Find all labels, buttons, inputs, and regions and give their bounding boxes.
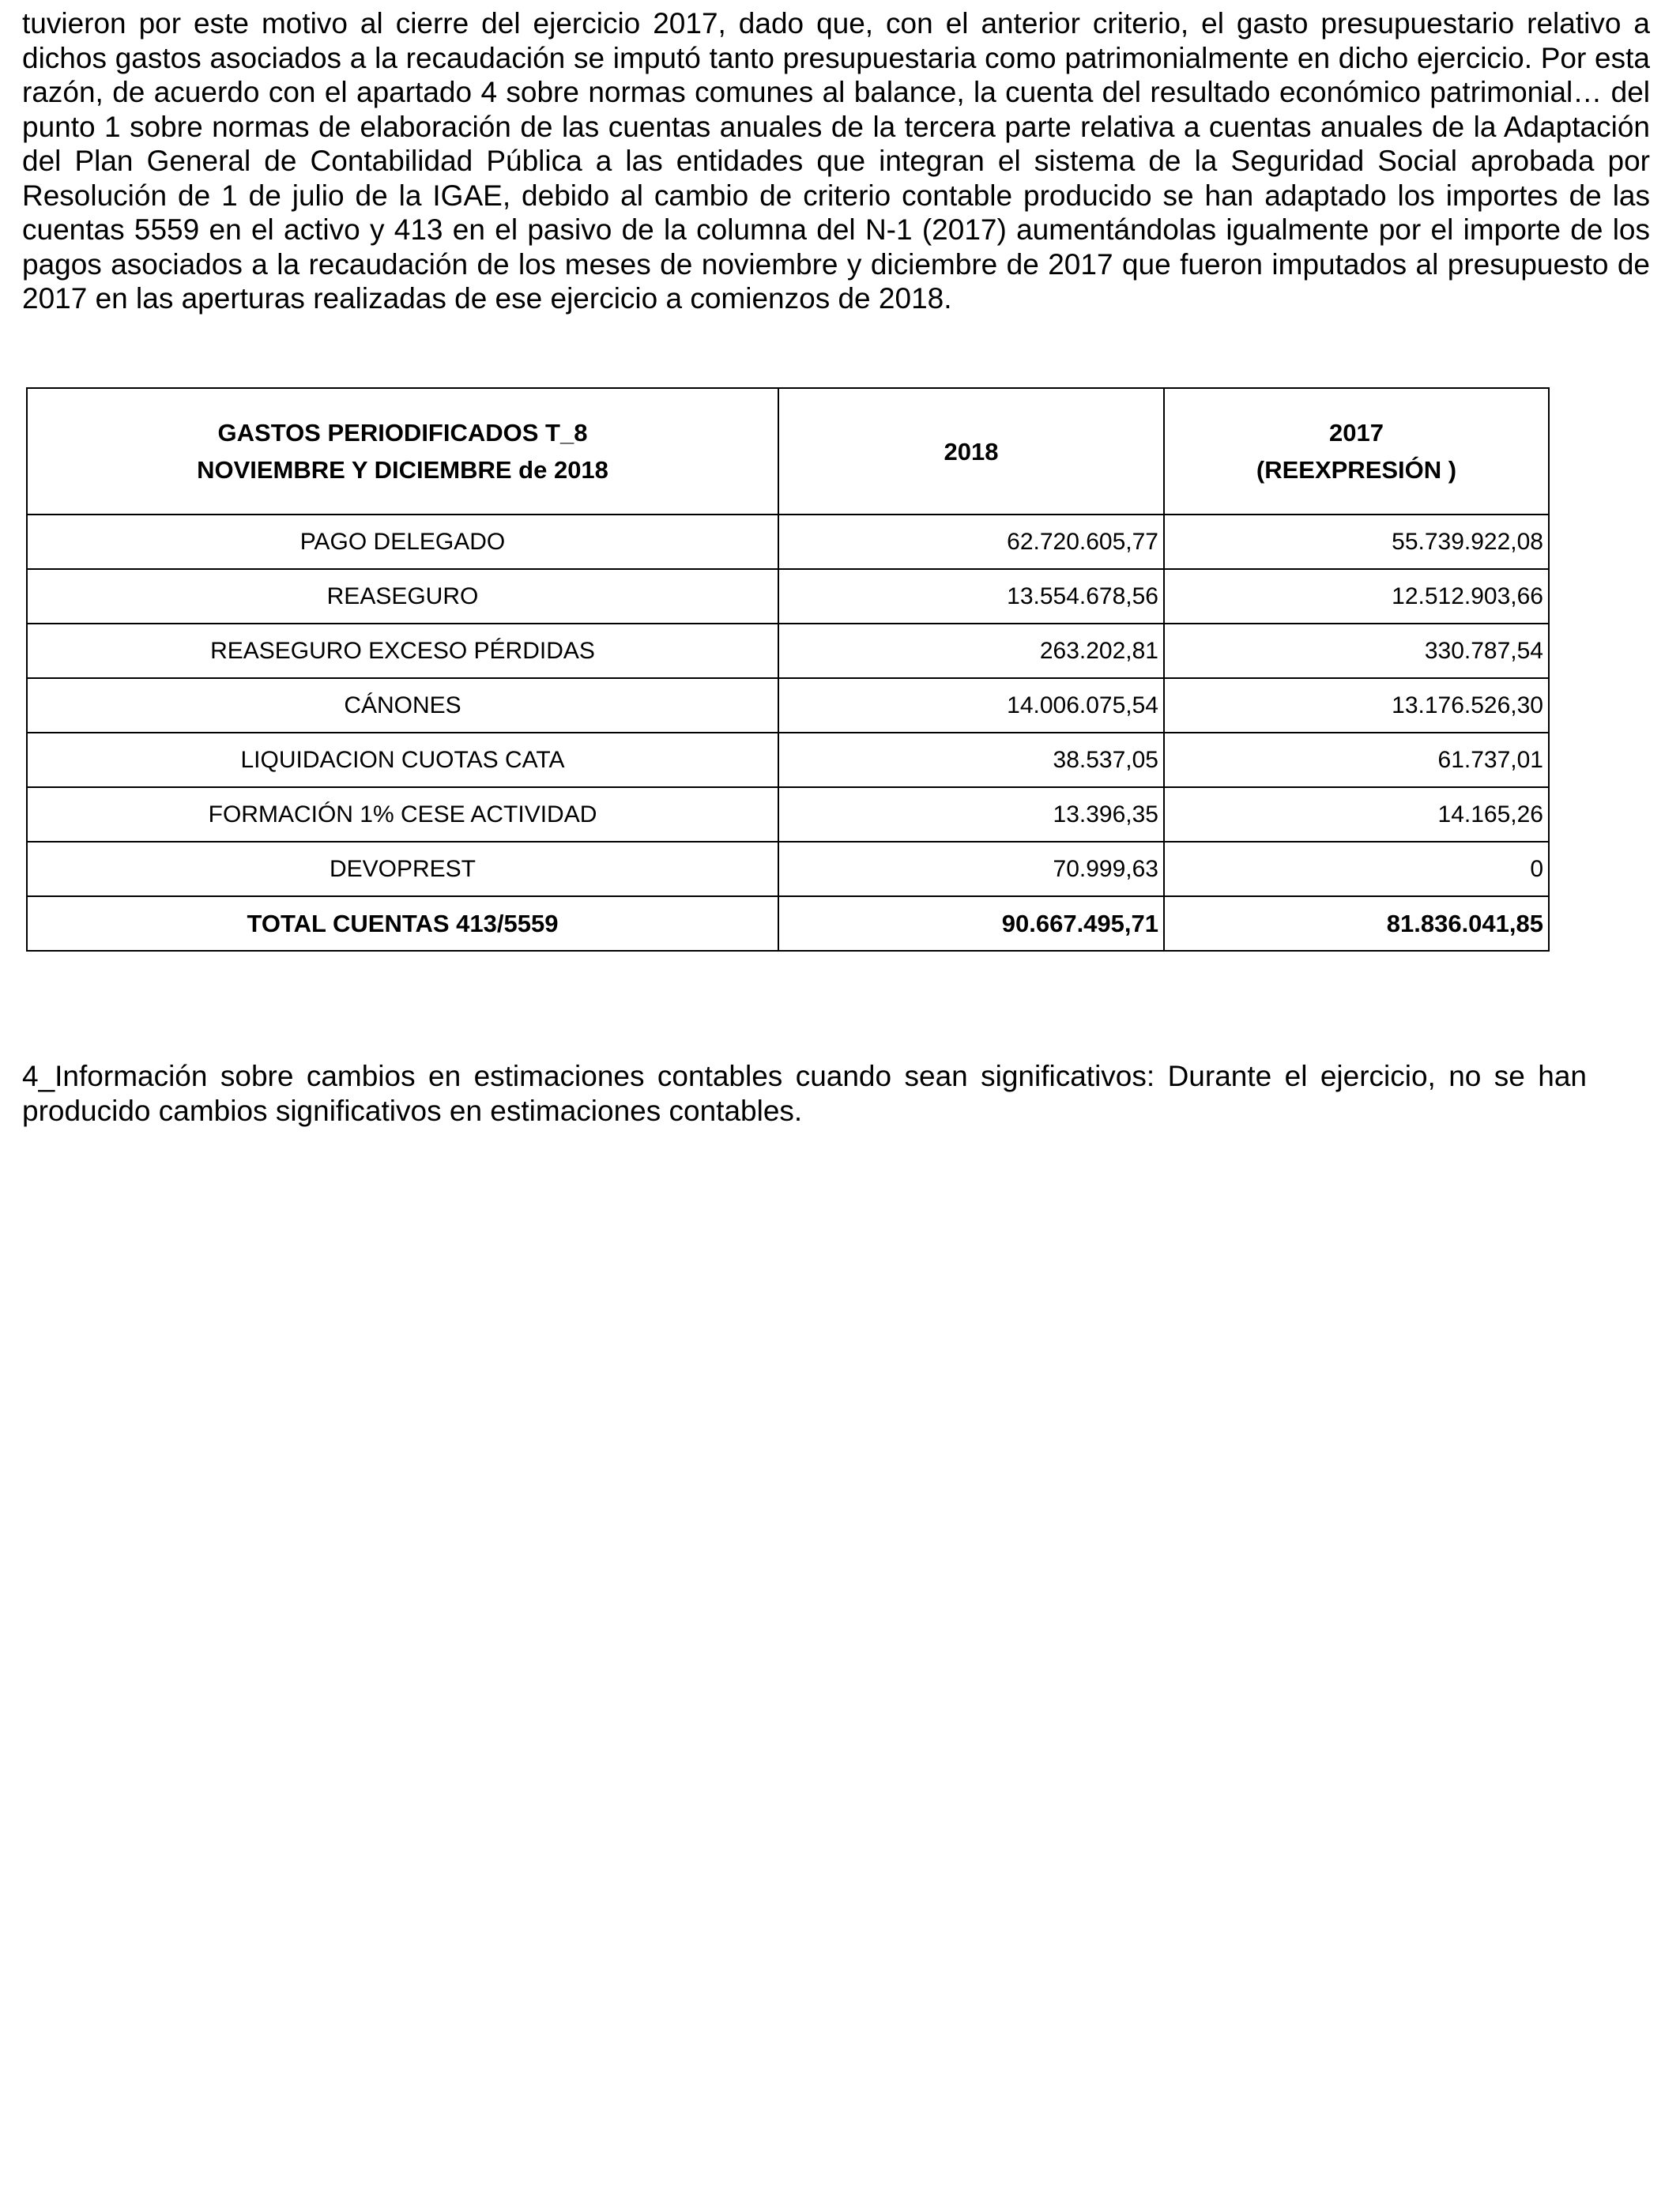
row-concept: LIQUIDACION CUOTAS CATA bbox=[27, 733, 778, 787]
row-value-2017: 0 bbox=[1164, 842, 1549, 896]
table-row bbox=[27, 787, 1549, 842]
row-value-2018: 62.720.605,77 bbox=[778, 515, 1164, 569]
row-concept: CÁNONES bbox=[27, 678, 778, 733]
header-2017-line1: 2017 bbox=[1329, 419, 1384, 447]
gastos-periodificados-table bbox=[26, 387, 1550, 952]
table-row bbox=[27, 569, 1549, 624]
header-2017-line2: (REEXPRESIÓN ) bbox=[1256, 456, 1457, 484]
section4-paragraph: 4_Información sobre cambios en estimaciones contables cuando sean significativos: Durante el ejercicio, no se han producido cambios significativos en estimaciones contables. bbox=[22, 1060, 1587, 1127]
table-row bbox=[27, 678, 1549, 733]
row-concept: REASEGURO bbox=[27, 569, 778, 624]
table-row bbox=[27, 733, 1549, 787]
intro-paragraph: tuvieron por este motivo al cierre del ejercicio 2017, dado que, con el anterior criterio, el gasto presupuestario relativo a dichos gastos asociados a la recaudación se imputó tanto presupuestaria como patrimonialmente en dicho ejercicio. Por esta razón, de acuerdo con el apartado 4 sobre normas comunes al balance, la cuenta del resultado económico patrimonial… del punto 1 sobre normas de elaboración de las cuentas anuales de la tercera parte relativa a cuentas anuales de la Adaptación del Plan General de Contabilidad Pública a las entidades que integran el sistema de la Seguridad Social aprobada por Resolución de 1 de julio de la IGAE, debido al cambio de criterio contable producido se han adaptado los importes de las cuentas 5559 en el activo y 413 en el pasivo de la columna del N-1 (2017) aumentándolas igualmente por el importe de los pagos asociados a la recaudación de los meses de noviembre y diciembre de 2017 que fueron imputados al presupuesto de 2017 en las aperturas realizadas de ese ejercicio a comienzos de 2018. bbox=[22, 7, 1650, 315]
total-concept: TOTAL CUENTAS 413/5559 bbox=[27, 896, 778, 951]
row-concept: FORMACIÓN 1% CESE ACTIVIDAD bbox=[27, 787, 778, 842]
table-row bbox=[27, 842, 1549, 896]
row-value-2017: 12.512.903,66 bbox=[1164, 569, 1549, 624]
row-value-2017: 330.787,54 bbox=[1164, 624, 1549, 678]
header-concept bbox=[27, 388, 778, 515]
row-value-2017: 13.176.526,30 bbox=[1164, 678, 1549, 733]
row-value-2017: 14.165,26 bbox=[1164, 787, 1549, 842]
total-value-2018: 90.667.495,71 bbox=[778, 896, 1164, 951]
table-row bbox=[27, 624, 1549, 678]
row-concept: DEVOPREST bbox=[27, 842, 778, 896]
row-value-2018: 13.396,35 bbox=[778, 787, 1164, 842]
row-concept: PAGO DELEGADO bbox=[27, 515, 778, 569]
row-value-2017: 61.737,01 bbox=[1164, 733, 1549, 787]
row-value-2018: 263.202,81 bbox=[778, 624, 1164, 678]
row-value-2018: 13.554.678,56 bbox=[778, 569, 1164, 624]
row-value-2018: 70.999,63 bbox=[778, 842, 1164, 896]
row-value-2018: 38.537,05 bbox=[778, 733, 1164, 787]
header-concept-line1: GASTOS PERIODIFICADOS T_8 bbox=[217, 419, 588, 447]
table-header-row bbox=[27, 388, 1549, 515]
row-value-2017: 55.739.922,08 bbox=[1164, 515, 1549, 569]
header-2017 bbox=[1164, 388, 1549, 515]
table-total-row bbox=[27, 896, 1549, 951]
header-2018: 2018 bbox=[778, 388, 1164, 515]
row-value-2018: 14.006.075,54 bbox=[778, 678, 1164, 733]
row-concept: REASEGURO EXCESO PÉRDIDAS bbox=[27, 624, 778, 678]
header-concept-line2: NOVIEMBRE Y DICIEMBRE de 2018 bbox=[197, 456, 608, 484]
total-value-2017: 81.836.041,85 bbox=[1164, 896, 1549, 951]
table-row bbox=[27, 515, 1549, 569]
